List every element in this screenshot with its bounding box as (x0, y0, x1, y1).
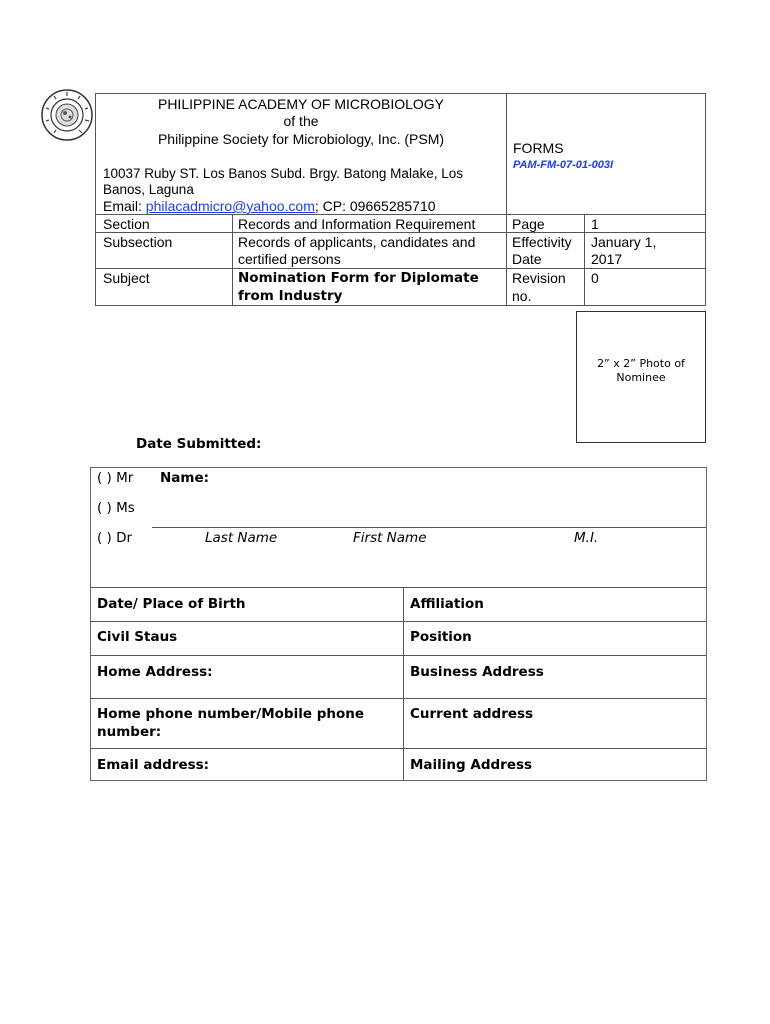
subject-label: Subject (103, 270, 150, 286)
header-table (95, 93, 706, 306)
home-address-label: Home Address: (97, 664, 213, 680)
subsection-label: Subsection (103, 234, 173, 250)
civil-status-label: Civil Staus (97, 629, 178, 645)
name-label: Name: (160, 470, 210, 486)
academy-seal-logo (40, 88, 94, 142)
email-label: Email: (103, 198, 146, 214)
of-the-text: of the (283, 113, 319, 129)
parent-org-name: Philippine Society for Microbiology, Inc. (PSM) (157, 131, 445, 147)
title-dr-checkbox[interactable]: ( ) Dr (97, 530, 133, 546)
business-address-label: Business Address (410, 664, 544, 680)
current-address-label: Current address (410, 706, 534, 722)
phone-label-2: number: (97, 724, 162, 740)
date-submitted-label: Date Submitted: (136, 436, 262, 452)
photo-box-label-2: Nominee (616, 371, 666, 384)
section-label: Section (103, 216, 150, 232)
first-name-label: First Name (353, 530, 427, 546)
revision-label-2: no. (512, 288, 532, 304)
effectivity-value-2: 2017 (591, 251, 623, 267)
cp-number: ; CP: 09665285710 (314, 198, 436, 214)
effectivity-label-2: Date (512, 251, 542, 267)
section-value: Records and Information Requirement (238, 216, 476, 232)
subsection-value-2: certified persons (238, 251, 341, 267)
form-code: PAM-FM-07-01-003I (513, 159, 614, 171)
title-mr-checkbox[interactable]: ( ) Mr (97, 470, 134, 486)
phone-label-1: Home phone number/Mobile phone (97, 706, 365, 722)
email-address-label: Email address: (97, 757, 210, 773)
title-ms-checkbox[interactable]: ( ) Ms (97, 500, 135, 516)
revision-value: 0 (591, 270, 599, 286)
photo-box-label-1: 2” x 2” Photo of (597, 357, 685, 370)
address-line-2: Banos, Laguna (103, 182, 194, 197)
affiliation-label: Affiliation (410, 596, 484, 612)
effectivity-label-1: Effectivity (512, 234, 572, 250)
nominee-form (90, 467, 707, 781)
page-value: 1 (591, 216, 599, 232)
page-label: Page (512, 216, 545, 232)
last-name-label: Last Name (205, 530, 278, 546)
revision-label-1: Revision (512, 270, 566, 286)
subject-value-1: Nomination Form for Diplomate (238, 270, 479, 286)
dob-label: Date/ Place of Birth (97, 596, 246, 612)
position-label: Position (410, 629, 472, 645)
org-name: PHILIPPINE ACADEMY OF MICROBIOLOGY (157, 96, 445, 112)
address-line-1: 10037 Ruby ST. Los Banos Subd. Brgy. Batong Malake, Los (103, 166, 463, 181)
effectivity-value-1: January 1, (591, 234, 657, 250)
forms-label: FORMS (513, 140, 564, 156)
subject-value-2: from Industry (238, 288, 343, 304)
email-link[interactable]: philacadmicro@yahoo.com (145, 198, 315, 214)
subsection-value-1: Records of applicants, candidates and (238, 234, 476, 250)
photo-box[interactable] (576, 311, 706, 443)
mailing-address-label: Mailing Address (410, 757, 533, 773)
mi-label: M.I. (574, 530, 599, 546)
contact-line (103, 198, 436, 215)
